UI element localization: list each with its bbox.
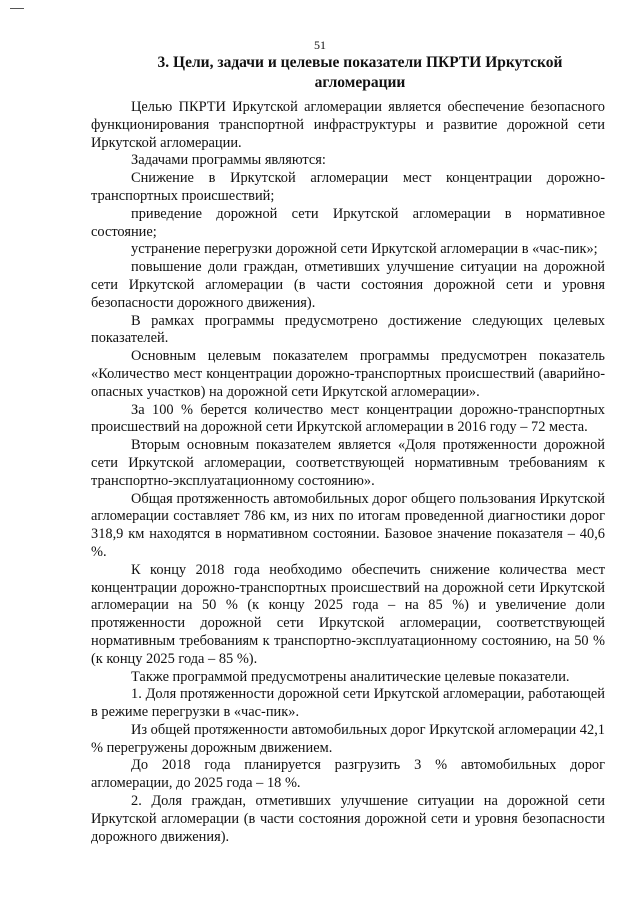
section-heading: 3. Цели, задачи и целевые показатели ПКРТИ Иркутской агломерации: [157, 54, 563, 91]
paragraph-task-1: Снижение в Иркутской агломерации мест концентрации дорожно-транспортных происшествий;: [91, 170, 605, 204]
paragraph-targets-2018-2025: К концу 2018 года необходимо обеспечить снижение количества мест концентрации дорожно-транспортных происшествий на дорожной сети Иркутской агломерации на 50 % (к концу 2025 года – на 85 %) и увеличение доли протяженности дорожной сети Иркутской агломерации, соответствующей нормативным требованиям к транспортно-эксплуатационному состоянию, на 50 % (к концу 2025 года – 85 %).: [91, 561, 605, 667]
body-text: [91, 99, 605, 846]
paragraph-road-length: Общая протяженность автомобильных дорог общего пользования Иркутской агломерации составляет 786 км, из них по итогам проведенной диагностики дорог 318,9 км находятся в нормативном состоянии. Базовое значение показателя – 40,6 %.: [91, 490, 605, 560]
paragraph-second-indicator: Вторым основным показателем является «Доля протяженности дорожной сети Иркутской агломерации, соответствующей нормативным требованиям к транспортно-эксплуатационному состоянию».: [91, 437, 605, 489]
page-number: 51: [314, 38, 326, 52]
paragraph-task-3: устранение перегрузки дорожной сети Иркутской агломерации в «час-пик»;: [131, 241, 598, 258]
paragraph-analytical-2: 2. Доля граждан, отметивших улучшение ситуации на дорожной сети Иркутской агломерации (в части состояния дорожной сети и уровня безопасности дорожного движения).: [91, 793, 605, 845]
paragraph-analytical-intro: Также программой предусмотрены аналитические целевые показатели.: [131, 668, 570, 685]
paragraph-task-2: приведение дорожной сети Иркутской агломерации в нормативное состояние;: [91, 205, 605, 240]
paragraph-main-indicator: Основным целевым показателем программы предусмотрен показатель «Количество мест концентрации дорожно-транспортных происшествий (аварийно-опасных участков) на дорожной сети Иркутской агломерации».: [91, 348, 605, 400]
paragraph-unload-plan: До 2018 года планируется разгрузить 3 % автомобильных дорог агломерации, до 2025 года – 18 %.: [91, 757, 605, 792]
paragraph-targets-intro: В рамках программы предусмотрено достижение следующих целевых показателей.: [91, 312, 605, 347]
paragraph-congestion-share: Из общей протяженности автомобильных дорог Иркутской агломерации 42,1 % перегружены дорожным движением.: [91, 721, 605, 756]
scan-corner-mark: [10, 8, 24, 9]
paragraph-goal: Целью ПКРТИ Иркутской агломерации является обеспечение безопасного функционирования транспортной инфраструктуры и развитие дорожной сети Иркутской агломерации.: [91, 99, 605, 151]
paragraph-tasks-intro: Задачами программы являются:: [131, 152, 326, 169]
paragraph-baseline-2016: За 100 % берется количество мест концентрации дорожно-транспортных происшествий на дорожной сети Иркутской агломерации в 2016 году – 72 места.: [91, 401, 605, 436]
paragraph-analytical-1: 1. Доля протяженности дорожной сети Иркутской агломерации, работающей в режиме перегрузки в «час-пик».: [91, 686, 605, 721]
paragraph-task-4: повышение доли граждан, отметивших улучшение ситуации на дорожной сети Иркутской агломерации (в части состояния дорожной сети и уровня безопасности дорожного движения).: [91, 259, 605, 311]
